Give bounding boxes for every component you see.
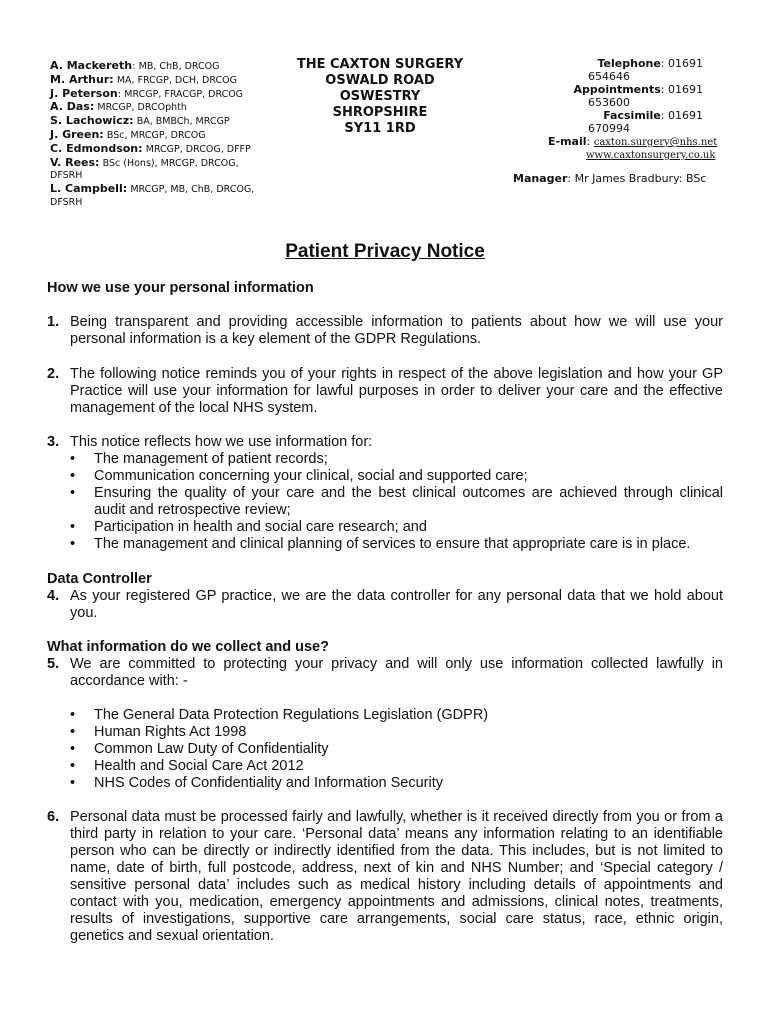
doctors-list bbox=[50, 60, 270, 210]
doctor-entry: J. Peterson: MRCGP, FRACGP, DRCOG bbox=[50, 86, 244, 100]
list-item: • Human Rights Act 1998 bbox=[94, 724, 723, 741]
practice-address bbox=[280, 57, 480, 137]
doctor-entry: L. Campbell: MRCGP, MB, ChB, DRCOG, DFSRH bbox=[50, 182, 255, 208]
numbered-paragraph: 1. Being transparent and providing accessible information to patients about how we will use your personal information is a key element of the GDPR Regulations. bbox=[47, 314, 723, 347]
doctor-entry: J. Green: BSc, MRCGP, DRCOG bbox=[50, 127, 206, 141]
numbered-paragraph: 6. Personal data must be processed fairly and lawfully, whether is it received directly from you or from a third party in relation to your care. ‘Personal data’ means any information relating to an identifiable person who can be directly or indirectly identified from the data. This includes, but is not limited to name, date of birth, full postcode, address, next of kin and NHS Number; and ‘Special category / sensitive personal data’ includes such as medical history including details of appointments and contact with you, medication, emergency appointments and admissions, clinical notes, treatments, results of investigations, supportive care arrangements, social care status, race, ethnic origin, genetics and sexual orientation. bbox=[47, 809, 723, 944]
doctor-entry: V. Rees: BSc (Hons), MRCGP, DRCOG, DFSRH bbox=[50, 155, 239, 182]
practice-manager: Manager: Mr James Bradbury: BSc bbox=[513, 172, 707, 185]
notice-body bbox=[47, 280, 723, 945]
practice-postcode: SY11 1RD bbox=[344, 121, 416, 136]
doctor-entry: A. Mackereth: MB, ChB, DRCOG bbox=[50, 59, 220, 72]
page-title: Patient Privacy Notice bbox=[285, 241, 485, 262]
email-link[interactable]: caxton.surgery@nhs.net bbox=[593, 137, 718, 148]
facsimile-line: Facsimile: 01691 bbox=[603, 109, 703, 122]
list-item: • Common Law Duty of Confidentiality bbox=[94, 741, 723, 758]
practice-name: THE CAXTON SURGERY bbox=[296, 57, 464, 72]
website-link[interactable]: www.caxtonsurgery.co.uk bbox=[586, 150, 716, 161]
appointments-number: 653600 bbox=[588, 96, 630, 109]
list-item: • Communication concerning your clinical, social and supported care; bbox=[94, 468, 723, 485]
section-heading: How we use your personal information bbox=[47, 280, 314, 296]
list-item: • Health and Social Care Act 2012 bbox=[94, 758, 723, 775]
list-item: • The management and clinical planning of services to ensure that appropriate care is in place. bbox=[94, 536, 723, 553]
section-heading: What information do we collect and use? bbox=[47, 639, 329, 655]
numbered-paragraph: 5. We are committed to protecting your privacy and will only use information collected lawfully in accordance with: - bbox=[47, 656, 723, 689]
facsimile-number: 670994 bbox=[588, 122, 630, 135]
legislation-list bbox=[47, 707, 723, 792]
appointments-line: Appointments: 01691 bbox=[573, 83, 703, 96]
practice-town: OSWESTRY bbox=[339, 89, 421, 104]
doctor-entry: C. Edmondson: MRCGP, DRCOG, DFFP bbox=[50, 141, 251, 155]
numbered-paragraph: 3. This notice reflects how we use information for: bbox=[47, 434, 373, 450]
doctor-entry: S. Lachowicz: BA, BMBCh, MRCGP bbox=[50, 114, 230, 128]
list-item: • Participation in health and social care research; and bbox=[94, 519, 723, 536]
doctor-entry: M. Arthur: MA, FRCGP, DCH, DRCOG bbox=[50, 72, 237, 86]
uses-list bbox=[47, 451, 723, 553]
practice-road: OSWALD ROAD bbox=[325, 73, 435, 88]
section-heading: Data Controller bbox=[47, 571, 152, 587]
doctor-entry: A. Das: MRCGP, DRCOphth bbox=[50, 100, 187, 114]
numbered-paragraph: 4. As your registered GP practice, we are the data controller for any personal data that we hold about you. bbox=[47, 588, 723, 621]
list-item: • The General Data Protection Regulations Legislation (GDPR) bbox=[94, 707, 723, 724]
list-item: • NHS Codes of Confidentiality and Information Security bbox=[94, 775, 723, 792]
practice-county: SHROPSHIRE bbox=[332, 105, 428, 120]
list-item: • Ensuring the quality of your care and the best clinical outcomes are achieved through clinical audit and retrospective review; bbox=[94, 485, 723, 519]
list-item: • The management of patient records; bbox=[94, 451, 723, 468]
telephone-line: Telephone: 01691 bbox=[597, 57, 703, 70]
contact-details bbox=[540, 57, 725, 162]
telephone-number: 654646 bbox=[588, 70, 630, 83]
numbered-paragraph: 2. The following notice reminds you of your rights in respect of the above legislation and how your GP Practice will use your information for lawful purposes in order to deliver your care and the effective management of the local NHS system. bbox=[47, 366, 723, 416]
email-line: E-mail: caxton.surgery@nhs.net bbox=[548, 135, 718, 148]
